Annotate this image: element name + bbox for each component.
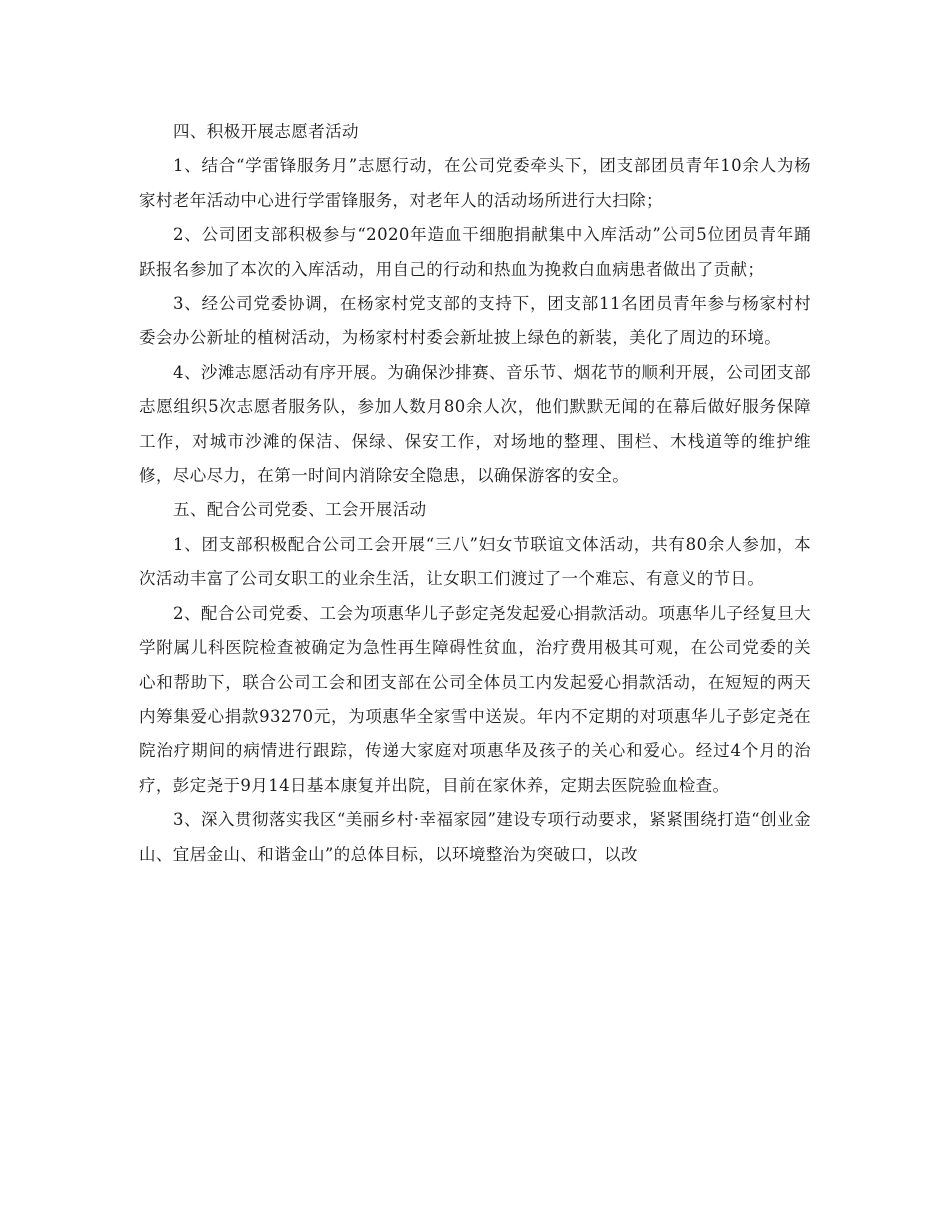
document-page (139, 115, 811, 872)
paragraph-5-3: 3、深入贯彻落实我区“美丽乡村·幸福家园”建设专项行动要求，紧紧围绕打造“创业金山、宜居金山、和谐金山”的总体目标，以环境整治为突破口，以改 (139, 810, 811, 864)
paragraph-4-1: 1、结合“学雷锋服务月”志愿行动，在公司党委牵头下，团支部团员青年10余人为杨家村老年活动中心进行学雷锋服务，对老年人的活动场所进行大扫除； (139, 156, 811, 210)
section-heading-4: 四、积极开展志愿者活动 (173, 122, 359, 141)
paragraph-5-1: 1、团支部积极配合公司工会开展“三八”妇女节联谊文体活动，共有80余人参加，本次活动丰富了公司女职工的业余生活，让女职工们渡过了一个难忘、有意义的节日。 (139, 534, 811, 589)
section-heading-5: 五、配合公司党委、工会开展活动 (173, 500, 427, 520)
paragraph-5-2: 2、配合公司党委、工会为项惠华儿子彭定尧发起爱心捐款活动。项惠华儿子经复旦大学附属儿科医院检查被确定为急性再生障碍性贫血，治疗费用极其可观，在公司党委的关心和帮助下，联合公司工会和团支部在公司全体员工内发起爱心捐款活动，在短短的两天内筹集爱心捐款93270元，为项惠华全家雪中送炭。年内不定期的对项惠华儿子彭定尧在院治疗期间的病情进行跟踪，传递大家庭对项惠华及孩子的关心和爱心。经过4个月的治疗，彭定尧于9月14日基本康复并出院，目前在家休养，定期去医院验血检查。 (139, 603, 811, 795)
paragraph-4-3: 3、经公司党委协调，在杨家村党支部的支持下，团支部11名团员青年参与杨家村村委会办公新址的植树活动，为杨家村村委会新址披上绿色的新装，美化了周边的环境。 (139, 294, 811, 348)
paragraph-4-4: 4、沙滩志愿活动有序开展。为确保沙排赛、音乐节、烟花节的顺利开展，公司团支部志愿组织5次志愿者服务队，参加人数月80余人次，他们默默无闻的在幕后做好服务保障工作，对城市沙滩的保洁、保绿、保安工作，对场地的整理、围栏、木栈道等的维护维修，尽心尽力，在第一时间内消除安全隐患，以确保游客的安全。 (139, 362, 811, 486)
paragraph-4-2: 2、公司团支部积极参与“2020年造血干细胞捐献集中入库活动”公司5位团员青年踊跃报名参加了本次的入库活动，用自己的行动和热血为挽救白血病患者做出了贡献； (139, 225, 811, 279)
